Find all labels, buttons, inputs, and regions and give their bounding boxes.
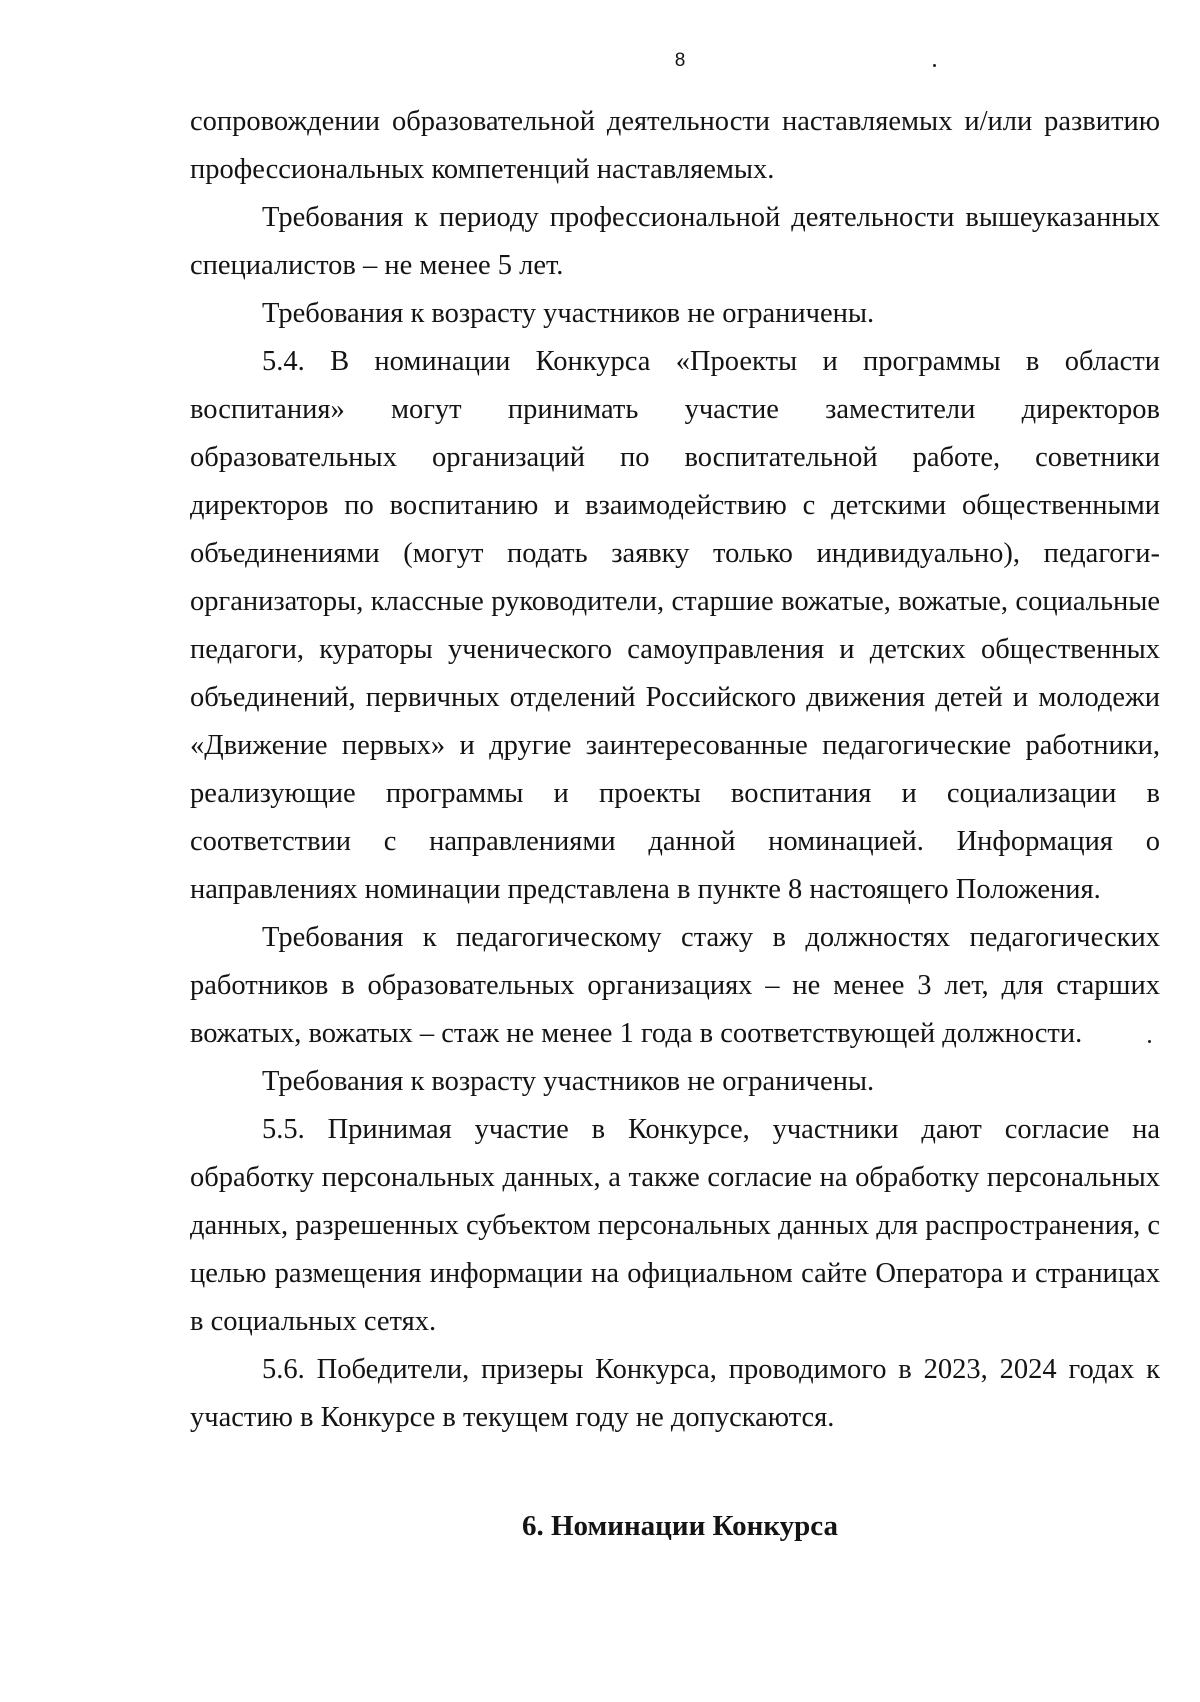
- paragraph-5-6: 5.6. Победители, призеры Конкурса, проводимого в 2023, 2024 годах к участию в Конкурсе в текущем году не допускаются.: [190, 1354, 1160, 1433]
- paragraph-teaching-experience: Требования к педагогическому стажу в должностях педагогических работников в образовательных организациях – не менее 3 лет, для старших вожатых, вожатых – стаж не менее 1 года в соответствующей должности.: [190, 922, 1160, 1049]
- paragraph-age-requirement: Требования к возрасту участников не ограничены.: [262, 298, 875, 329]
- section-heading: 6. Номинации Конкурса: [522, 1510, 838, 1542]
- paragraph-age-requirement-2: Требования к возрасту участников не ограничены.: [262, 1066, 875, 1097]
- paragraph-experience-requirement: Требования к периоду профессиональной деятельности вышеуказанных специалистов – не менее 5 лет.: [190, 202, 1160, 281]
- paragraph-5-5: 5.5. Принимая участие в Конкурсе, участники дают согласие на обработку персональных данных, а также согласие на обработку персональных данных, разрешенных субъектом персональных данных для распространения, с целью размещения информации на официальном сайте Оператора и страницах в социальных сетях.: [190, 1114, 1160, 1337]
- paragraph-5-4: 5.4. В номинации Конкурса «Проекты и программы в области воспитания» могут принимать участие заместители директоров образовательных организаций по воспитательной работе, советники директоров по воспитанию и взаимодействию с детскими общественными объединениями (могут подать заявку только индивидуально), педагоги-организаторы, классные руководители, старшие вожатые, вожатые, социальные педагоги, кураторы ученического самоуправления и детских общественных объединений, первичных отделений Российского движения детей и молодежи «Движение первых» и другие заинтересованные педагогические работники, реализующие программы и проекты воспитания и социализации в соответствии с направлениями данной номинацией. Информация о направлениях номинации представлена в пункте 8 настоящего Положения.: [190, 346, 1160, 905]
- document-body: [190, 98, 1160, 1442]
- paragraph-continuation: сопровождении образовательной деятельности наставляемых и/или развитию профессиональных компетенций наставляемых.: [190, 106, 1160, 185]
- scan-speck: [933, 64, 936, 67]
- page-number: 8: [674, 50, 686, 71]
